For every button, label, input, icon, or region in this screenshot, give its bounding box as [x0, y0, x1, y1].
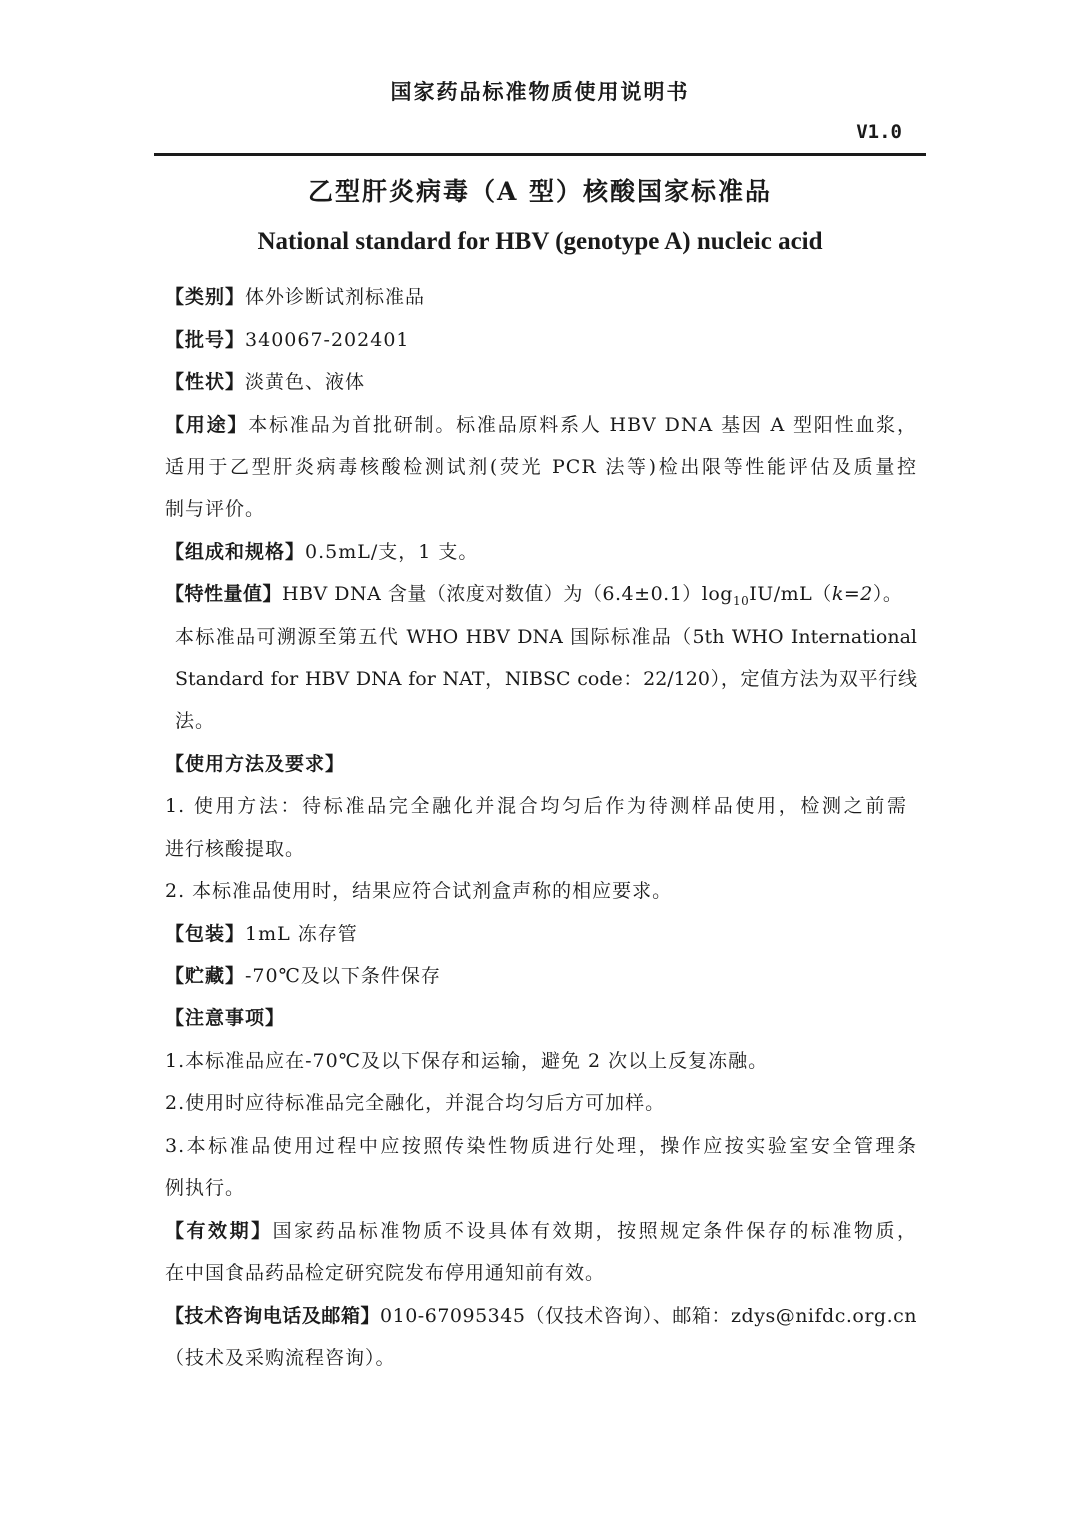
appearance-value: 淡黄色、液体 — [245, 371, 366, 393]
packaging-value: 1mL 冻存管 — [245, 923, 358, 945]
batch-row — [165, 328, 917, 352]
appearance-row — [165, 370, 917, 394]
property-log-subscript: 10 — [732, 593, 750, 608]
contact-line-1 — [165, 1304, 917, 1328]
contact-text-1: 010-67095345（仅技术咨询）、邮箱：zdys@nifdc.org.cn — [380, 1305, 917, 1327]
notes-heading: 【注意事项】 — [165, 1007, 286, 1029]
property-label: 【特性量值】 — [165, 583, 283, 605]
validity-line-1 — [165, 1219, 917, 1243]
packaging-label: 【包装】 — [165, 923, 246, 945]
property-line-1 — [165, 582, 917, 613]
property-coverage-factor: k=2 — [831, 583, 873, 605]
version-label: V1.0 — [856, 121, 902, 143]
notes-item-2: 2.使用时应待标准品完全融化，并混合均匀后方可加样。 — [165, 1092, 666, 1114]
category-label: 【类别】 — [165, 286, 246, 308]
document-header-title: 国家药品标准物质使用说明书 — [390, 79, 690, 104]
usage-line-2: 适用于乙型肝炎病毒核酸检测试剂(荧光 PCR 法等)检出限等性能评估及质量控 — [165, 456, 917, 478]
property-line-4: 法。 — [175, 710, 216, 732]
appearance-label: 【性状】 — [165, 371, 246, 393]
composition-row — [165, 540, 917, 564]
method-item-1-line-2: 进行核酸提取。 — [165, 838, 306, 860]
header-divider — [154, 153, 926, 156]
title-english: National standard for HBV (genotype A) nucleic acid — [257, 228, 823, 255]
composition-value: 0.5mL/支，1 支。 — [305, 541, 479, 563]
packaging-row — [165, 922, 917, 946]
batch-label: 【批号】 — [165, 329, 246, 351]
property-line-3: Standard for HBV DNA for NAT，NIBSC code：22/120），定值方法为双平行线 — [175, 668, 917, 690]
usage-text-1: 本标准品为首批研制。标准品原料系人 HBV DNA 基因 A 型阳性血浆， — [248, 414, 917, 436]
usage-label: 【用途】 — [165, 414, 249, 436]
property-text-1a: HBV DNA 含量（浓度对数值）为（6.4±0.1）log — [282, 583, 733, 605]
contact-line-2: （技术及采购流程咨询）。 — [165, 1347, 396, 1369]
storage-label: 【贮藏】 — [165, 965, 246, 987]
property-text-1b: IU/mL（ — [749, 583, 832, 605]
method-item-2: 2. 本标准品使用时，结果应符合试剂盒声称的相应要求。 — [165, 880, 673, 902]
validity-line-2: 在中国食品药品检定研究院发布停用通知前有效。 — [165, 1262, 606, 1284]
validity-text-1: 国家药品标准物质不设具体有效期，按照规定条件保存的标准物质， — [272, 1220, 917, 1242]
contact-label: 【技术咨询电话及邮箱】 — [165, 1305, 381, 1327]
category-row — [165, 285, 917, 309]
batch-value: 340067-202401 — [245, 329, 410, 351]
storage-value: -70℃及以下条件保存 — [245, 965, 441, 987]
method-item-1-line-1: 1. 使用方法：待标准品完全融化并混合均匀后作为待测样品使用，检测之前需 — [165, 795, 907, 817]
notes-item-3-line-2: 例执行。 — [165, 1177, 246, 1199]
notes-item-1: 1.本标准品应在-70℃及以下保存和运输，避免 2 次以上反复冻融。 — [165, 1050, 769, 1072]
usage-line-1 — [165, 413, 917, 437]
property-line-2: 本标准品可溯源至第五代 WHO HBV DNA 国际标准品（5th WHO International — [175, 626, 917, 648]
storage-row — [165, 964, 917, 988]
validity-label: 【有效期】 — [165, 1220, 273, 1242]
title-chinese: 乙型肝炎病毒（A 型）核酸国家标准品 — [307, 177, 773, 206]
category-value: 体外诊断试剂标准品 — [245, 286, 426, 308]
notes-item-3-line-1: 3.本标准品使用过程中应按照传染性物质进行处理，操作应按实验室安全管理条 — [165, 1135, 917, 1157]
property-text-1c: ）。 — [872, 583, 903, 605]
method-heading: 【使用方法及要求】 — [165, 753, 346, 775]
composition-label: 【组成和规格】 — [165, 541, 306, 563]
usage-line-3: 制与评价。 — [165, 498, 266, 520]
